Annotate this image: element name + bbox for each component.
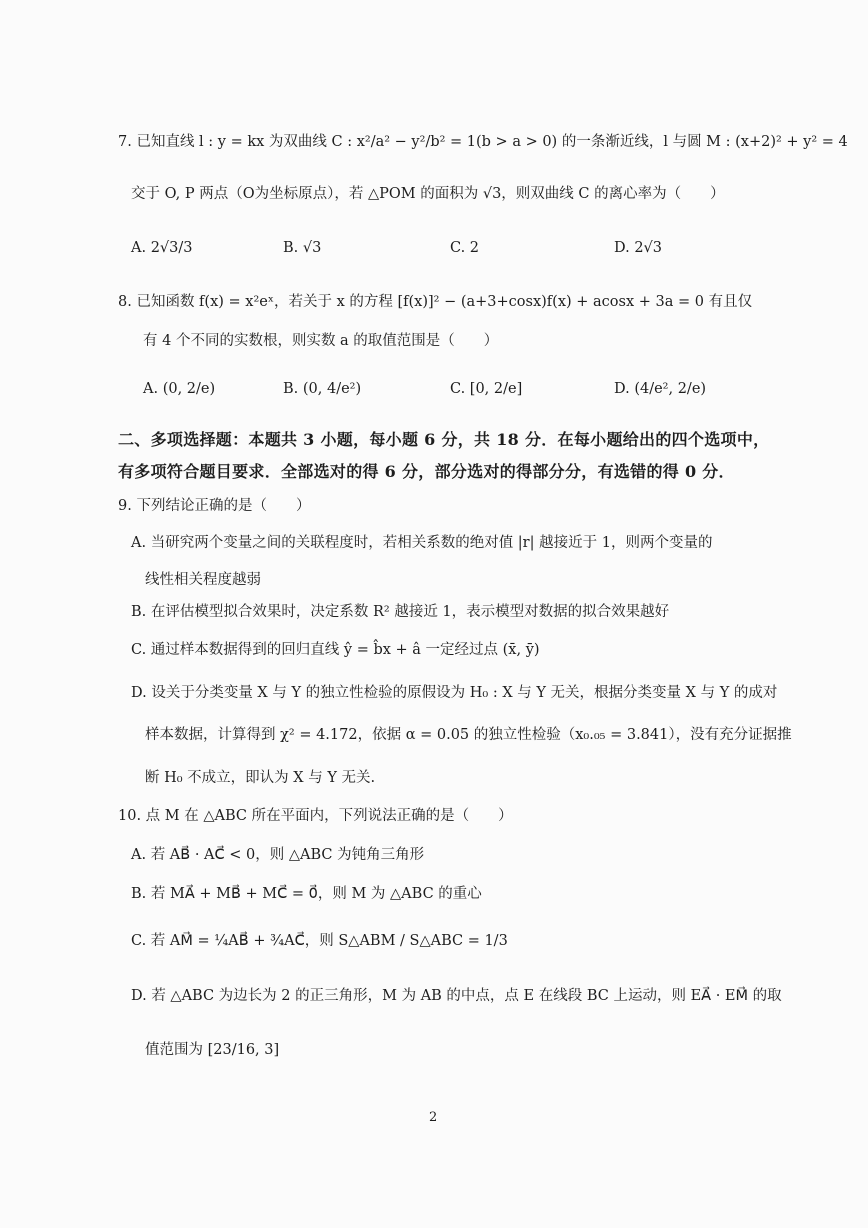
q8-line2: 有 4 个不同的实数根，则实数 a 的取值范围是（ ）	[143, 333, 499, 349]
q9-option-d-line3: 断 H₀ 不成立，即认为 X 与 Y 无关.	[145, 770, 376, 786]
q9-option-a-line2: 线性相关程度越弱	[145, 572, 261, 588]
q9-option-c: C. 通过样本数据得到的回归直线 ŷ = b̂x + â 一定经过点 (x̄, ȳ)	[131, 642, 540, 658]
q7-line2: 交于 O, P 两点（O为坐标原点），若 △POM 的面积为 √3，则双曲线 C 的离心率为（ ）	[131, 186, 725, 202]
q7-option-a: A. 2√3/3	[131, 240, 193, 256]
q9-option-d-line2: 样本数据，计算得到 χ² = 4.172，依据 α = 0.05 的独立性检验（x₀.₀₅ = 3.841），没有充分证据推	[145, 727, 792, 743]
q10-option-d-line2: 值范围为 [23/16, 3]	[145, 1042, 280, 1058]
section2-instruction-line2: 有多项符合题目要求．全部选对的得 6 分，部分选对的得部分分，有选错的得 0 分．	[118, 462, 735, 481]
q10-option-d-line1: D. 若 △ABC 为边长为 2 的正三角形，M 为 AB 的中点，点 E 在线段 BC 上运动，则 EA⃗ · EM⃗ 的取	[131, 988, 782, 1004]
q9-option-b: B. 在评估模型拟合效果时，决定系数 R² 越接近 1，表示模型对数据的拟合效果越好	[131, 604, 670, 620]
q9-option-d-line1: D. 设关于分类变量 X 与 Y 的独立性检验的原假设为 H₀ : X 与 Y 无关，根据分类变量 X 与 Y 的成对	[131, 685, 778, 701]
q10-stem: 10. 点 M 在 △ABC 所在平面内，下列说法正确的是（ ）	[118, 808, 513, 824]
q7-option-b: B. √3	[283, 240, 322, 256]
section2-instruction-line1: 二、多项选择题：本题共 3 小题，每小题 6 分，共 18 分．在每小题给出的四个选项中，	[118, 430, 770, 449]
q7-option-c: C. 2	[450, 240, 480, 256]
q8-line1: 8. 已知函数 f(x) = x²eˣ，若关于 x 的方程 [f(x)]² − (a+3+cosx)f(x) + acosx + 3a = 0 有且仅	[118, 294, 753, 310]
q10-option-a: A. 若 AB⃗ · AC⃗ < 0，则 △ABC 为钝角三角形	[131, 847, 425, 863]
q8-option-d: D. (4/e², 2/e)	[614, 381, 707, 397]
q9-stem: 9. 下列结论正确的是（ ）	[118, 498, 311, 514]
q10-option-b: B. 若 MA⃗ + MB⃗ + MC⃗ = 0⃗，则 M 为 △ABC 的重心	[131, 886, 482, 902]
page-number: 2	[429, 1110, 438, 1125]
q7-line1: 7. 已知直线 l : y = kx 为双曲线 C : x²/a² − y²/b² = 1(b > a > 0) 的一条渐近线，l 与圆 M : (x+2)² + y² = 4	[118, 134, 848, 150]
q8-option-a: A. (0, 2/e)	[143, 381, 216, 397]
q8-option-c: C. [0, 2/e]	[450, 381, 523, 397]
q9-option-a-line1: A. 当研究两个变量之间的关联程度时，若相关系数的绝对值 |r| 越接近于 1，则两个变量的	[131, 535, 713, 551]
q10-option-c: C. 若 AM⃗ = ¼AB⃗ + ¾AC⃗，则 S△ABM / S△ABC = 1/3	[131, 933, 508, 949]
q7-option-d: D. 2√3	[614, 240, 663, 256]
q8-option-b: B. (0, 4/e²)	[283, 381, 362, 397]
